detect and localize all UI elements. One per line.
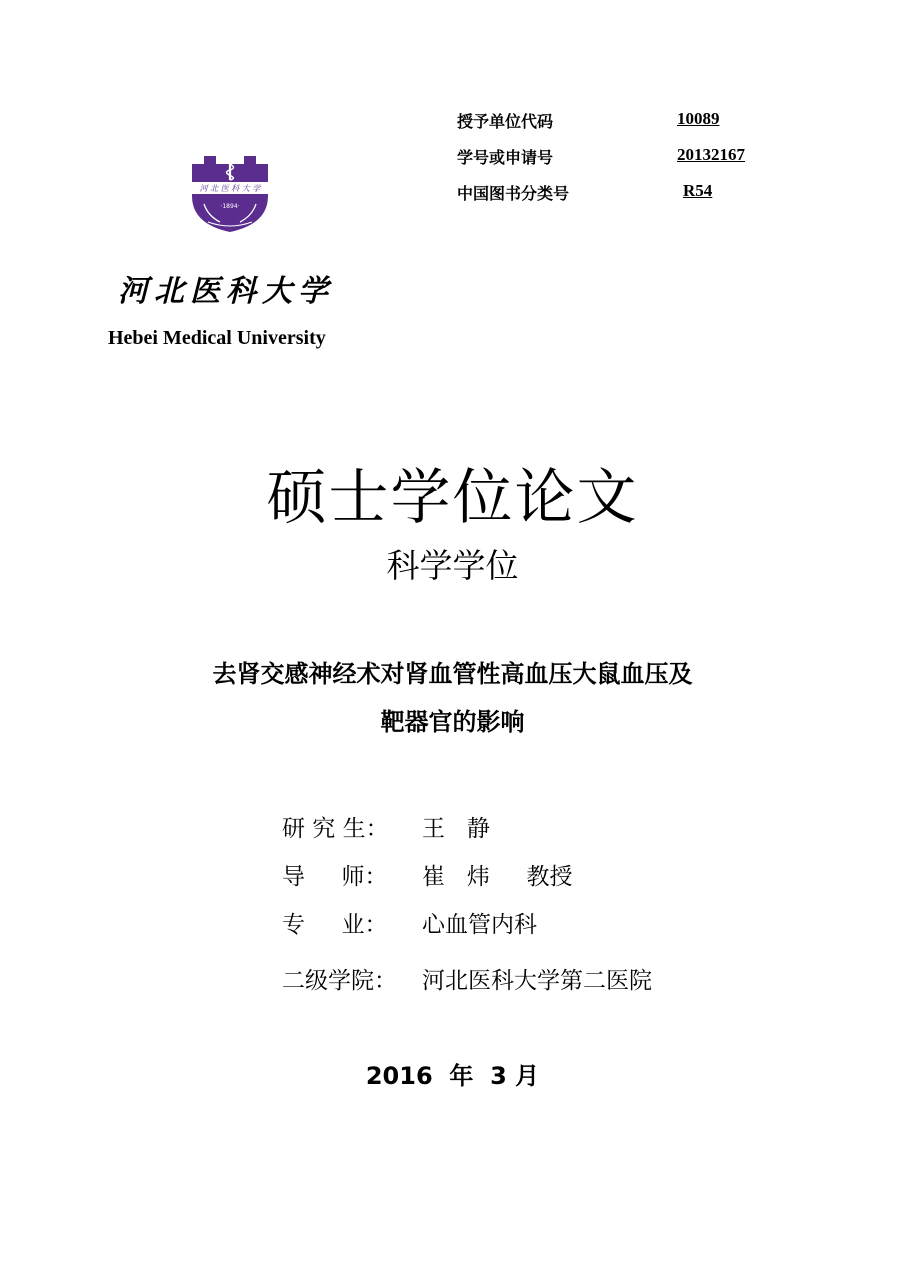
student-label: 研 究 生：: [282, 816, 389, 842]
classification-label: 中国图书分类号: [457, 184, 570, 203]
student-id-value: 20132167: [677, 145, 745, 164]
svg-text:河 北 医 科 大 学: 河 北 医 科 大 学: [199, 184, 261, 193]
degree-type: 科学学位: [386, 546, 519, 585]
thesis-title-line-1: 去肾交感神经术对肾血管性高血压大鼠血压及: [212, 660, 693, 688]
thesis-date: 2016 年 3 月: [365, 1062, 540, 1090]
student-value: 王 静: [422, 816, 490, 842]
university-logo-icon: [188, 146, 272, 234]
svg-text:·1894·: ·1894·: [220, 203, 240, 210]
university-name-cn: 河北医科大学: [118, 274, 334, 309]
college-label: 二级学院：: [282, 968, 397, 994]
degree-title: 硕士学位论文: [266, 463, 639, 533]
classification-value: R54: [683, 181, 713, 200]
major-value: 心血管内科: [422, 912, 537, 938]
student-id-label: 学号或申请号: [457, 148, 554, 167]
unit-code-label: 授予单位代码: [457, 112, 554, 131]
major-label: 专 业：: [282, 912, 388, 938]
advisor-value: 崔 炜 教授: [422, 864, 573, 890]
university-name-en: Hebei Medical University: [108, 327, 326, 349]
thesis-title-line-2: 靶器官的影响: [380, 708, 525, 736]
college-value: 河北医科大学第二医院: [422, 968, 652, 994]
unit-code-value: 10089: [677, 109, 720, 128]
advisor-label: 导 师：: [282, 864, 388, 890]
